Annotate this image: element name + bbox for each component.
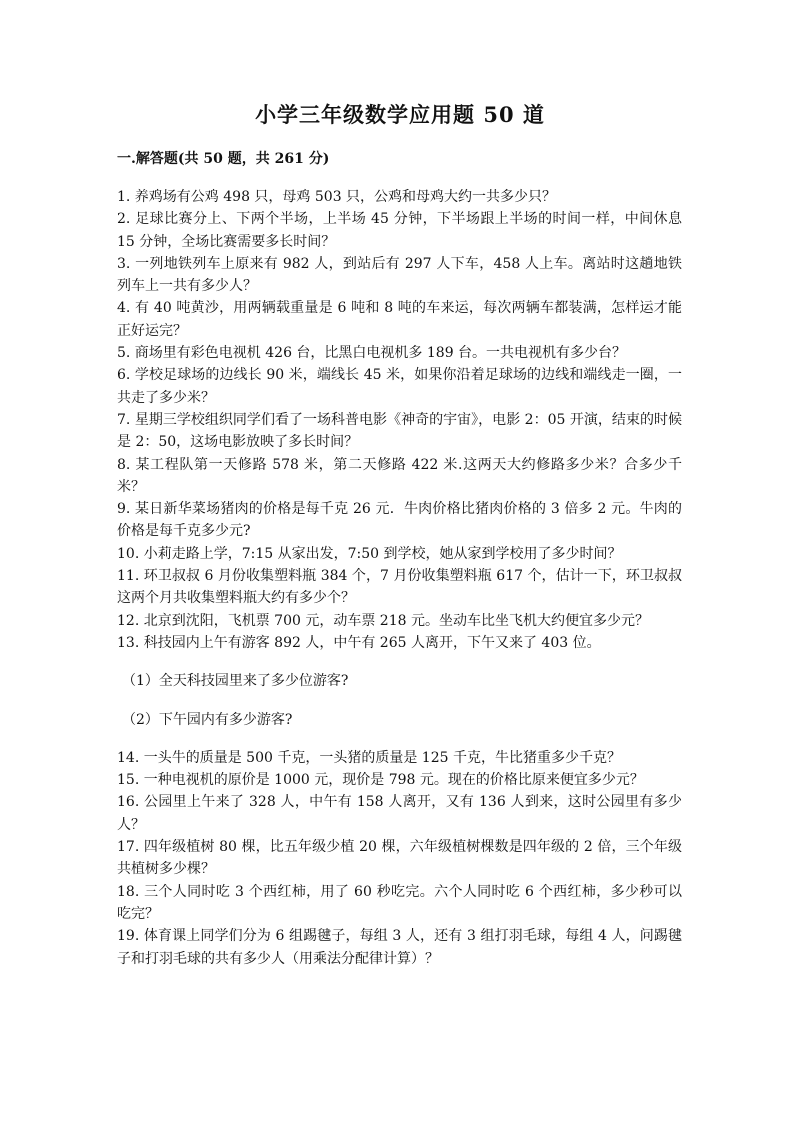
question-item: 5. 商场里有彩色电视机 426 台，比黑白电视机多 189 台。一共电视机有多少台？ xyxy=(117,345,627,362)
page-title: 小学三年级数学应用题 50 道 xyxy=(255,102,545,127)
question-item: 2. 足球比赛分上、下两个半场，上半场 45 分钟，下半场跟上半场的时间一样，中间休息 15 分钟，全场比赛需要多长时间？ xyxy=(117,211,682,250)
question-item: 8. 某工程队第一天修路 578 米，第二天修路 422 米.这两天大约修路多少米？合多少千米？ xyxy=(117,456,682,495)
sub-question-item: （1）全天科技园里来了多少位游客? xyxy=(122,673,349,690)
question-item: 11. 环卫叔叔 6 月份收集塑料瓶 384 个，7 月份收集塑料瓶 617 个，估计一下，环卫叔叔这两个月共收集塑料瓶大约有多少个？ xyxy=(117,568,682,607)
question-item: 14. 一头牛的质量是 500 千克，一头猪的质量是 125 千克，牛比猪重多少千克？ xyxy=(117,749,621,766)
question-item: 18. 三个人同时吃 3 个西红柿，用了 60 秒吃完。六个人同时吃 6 个西红柿，多少秒可以吃完？ xyxy=(117,883,682,922)
question-item: 10. 小莉走路上学，7:15 从家出发，7:50 到学校，她从家到学校用了多少时间？ xyxy=(117,545,622,562)
question-list xyxy=(117,186,682,970)
question-item: 16. 公园里上午来了 328 人，中午有 158 人离开，又有 136 人到来，这时公园里有多少人？ xyxy=(117,794,682,833)
question-item: 12. 北京到沈阳，飞机票 700 元，动车票 218 元。坐动车比坐飞机大约便宜多少元？ xyxy=(117,612,649,629)
question-item: 9. 某日新华菜场猪肉的价格是每千克 26 元．牛肉价格比猪肉价格的 3 倍多 2 元。牛肉的价格是每千克多少元? xyxy=(117,501,682,540)
question-item: 15. 一种电视机的原价是 1000 元，现价是 798 元。现在的价格比原来便宜多少元？ xyxy=(117,772,644,789)
question-item: 7. 星期三学校组织同学们看了一场科普电影《神奇的宇宙》，电影 2：05 开演，结束的时候是 2：50，这场电影放映了多长时间？ xyxy=(117,411,682,451)
question-item: 19. 体育课上同学们分为 6 组踢毽子，每组 3 人，还有 3 组打羽毛球，每组 4 人，问踢毽子和打羽毛球的共有多少人（用乘法分配律计算）？ xyxy=(117,928,682,967)
question-item: 17. 四年级植树 80 棵，比五年级少植 20 棵，六年级植树棵数是四年级的 2 倍，三个年级共植树多少棵？ xyxy=(117,839,682,878)
sub-question-item: （2）下午园内有多少游客? xyxy=(122,711,293,728)
question-item: 4. 有 40 吨黄沙，用两辆载重量是 6 吨和 8 吨的车来运，每次两辆车都装满，怎样运才能正好运完？ xyxy=(117,300,682,339)
question-item: 6. 学校足球场的边线长 90 米，端线长 45 米，如果你沿着足球场的边线和端线走一圈，一共走了多少米？ xyxy=(117,367,682,406)
question-item: 1. 养鸡场有公鸡 498 只，母鸡 503 只，公鸡和母鸡大约一共多少只？ xyxy=(117,189,557,205)
section-heading: 一.解答题(共 50 题，共 261 分) xyxy=(117,151,330,167)
question-item: 3. 一列地铁列车上原来有 982 人，到站后有 297 人下车，458 人上车。离站时这趟地铁列车上一共有多少人？ xyxy=(117,255,682,295)
question-item: 13. 科技园内上午有游客 892 人，中午有 265 人离开，下午又来了 403 位。 xyxy=(117,634,601,651)
